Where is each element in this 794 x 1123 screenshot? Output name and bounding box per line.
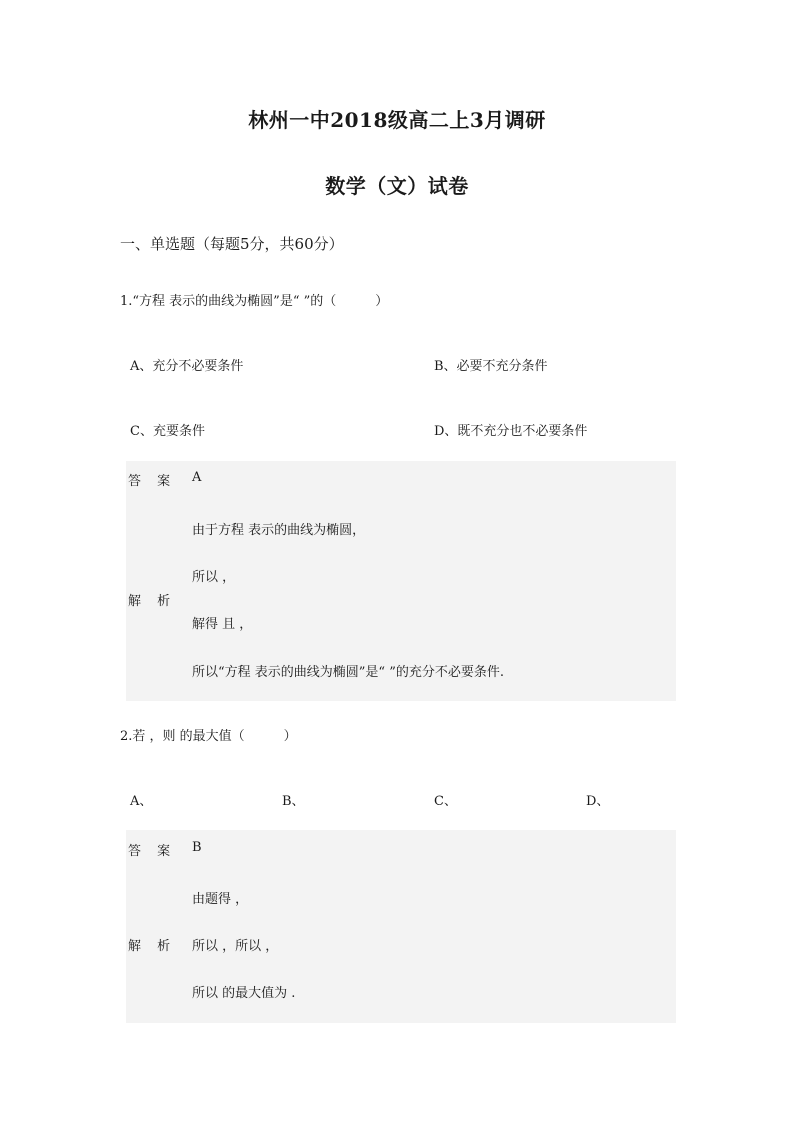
- question-1-analysis-line-3: 解得 且 ，: [192, 617, 253, 632]
- question-2-answer: B: [192, 840, 202, 855]
- question-2-stem: 2.若 ，则 的最大值（ ）: [120, 729, 297, 744]
- question-2-option-d: D、: [586, 794, 610, 809]
- question-1-answer-box: [126, 461, 676, 701]
- question-1-answer: A: [192, 470, 202, 485]
- question-2-option-c: C、: [434, 794, 457, 809]
- question-1-analysis-line-1: 由于方程 表示的曲线为椭圆，: [192, 523, 366, 538]
- question-2-analysis-line-3: 所以 的最大值为 .: [192, 986, 296, 1001]
- question-1-option-d: D、既不充分也不必要条件: [434, 424, 588, 439]
- exam-subtitle: 数学（文）试卷: [325, 174, 469, 198]
- question-2-option-b: B、: [282, 794, 305, 809]
- question-1-analysis-line-4: 所以“方程 表示的曲线为椭圆”是“ ”的充分不必要条件.: [192, 665, 504, 680]
- question-1-option-c: C、充要条件: [130, 424, 205, 439]
- question-2-analysis-label: 解 析: [128, 939, 177, 954]
- question-2-analysis-line-1: 由题得 ，: [192, 892, 249, 907]
- question-2-answer-label: 答 案: [128, 844, 177, 859]
- question-1-analysis-line-2: 所以 ，: [192, 570, 236, 585]
- question-1-answer-label: 答 案: [128, 474, 177, 489]
- exam-title: 林州一中2018级高二上3月调研: [248, 108, 546, 132]
- question-2-option-a: A、: [130, 794, 153, 809]
- question-2-answer-box: [126, 830, 676, 1023]
- question-2-analysis-line-2: 所以 ，所以 ，: [192, 939, 279, 954]
- section-heading: 一、单选题（每题5分，共60分）: [120, 235, 344, 253]
- question-1-analysis-label: 解 析: [128, 594, 177, 609]
- question-1-option-b: B、必要不充分条件: [434, 359, 548, 374]
- question-1-stem: 1.“方程 表示的曲线为椭圆”是“ ”的（ ）: [120, 294, 389, 309]
- question-1-option-a: A、充分不必要条件: [130, 359, 244, 374]
